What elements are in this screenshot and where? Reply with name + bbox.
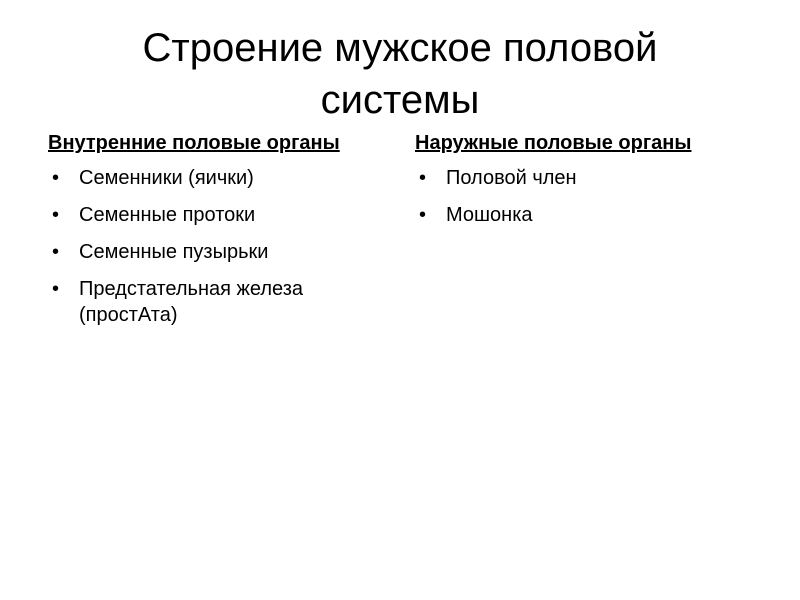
internal-organs-heading: Внутренние половые органы [48,132,340,154]
bullet-icon: • [52,241,60,263]
list-item-text: Семенные протоки [79,204,256,226]
list-item-text: Предстательная железа (простАта) [79,278,303,326]
external-organs-list [415,165,745,228]
external-organs-column [415,128,745,239]
list-item [48,239,400,265]
list-item [415,165,745,191]
list-item-text: Мошонка [446,204,533,226]
bullet-icon: • [52,204,60,226]
bullet-icon: • [419,204,427,226]
bullet-icon: • [52,167,60,189]
list-item [48,202,400,228]
bullet-icon: • [419,167,427,189]
external-organs-heading: Наружные половые органы [415,132,692,154]
internal-organs-list [48,165,400,328]
slide-title: Строение мужское половой системы [142,26,658,122]
list-item [415,202,745,228]
list-item [48,165,400,191]
list-item-text: Половой член [446,167,577,189]
list-item-text: Семенные пузырьки [79,241,269,263]
internal-organs-column [48,128,400,339]
list-item [48,276,400,328]
list-item-text: Семенники (яички) [79,167,254,189]
bullet-icon: • [52,278,60,300]
